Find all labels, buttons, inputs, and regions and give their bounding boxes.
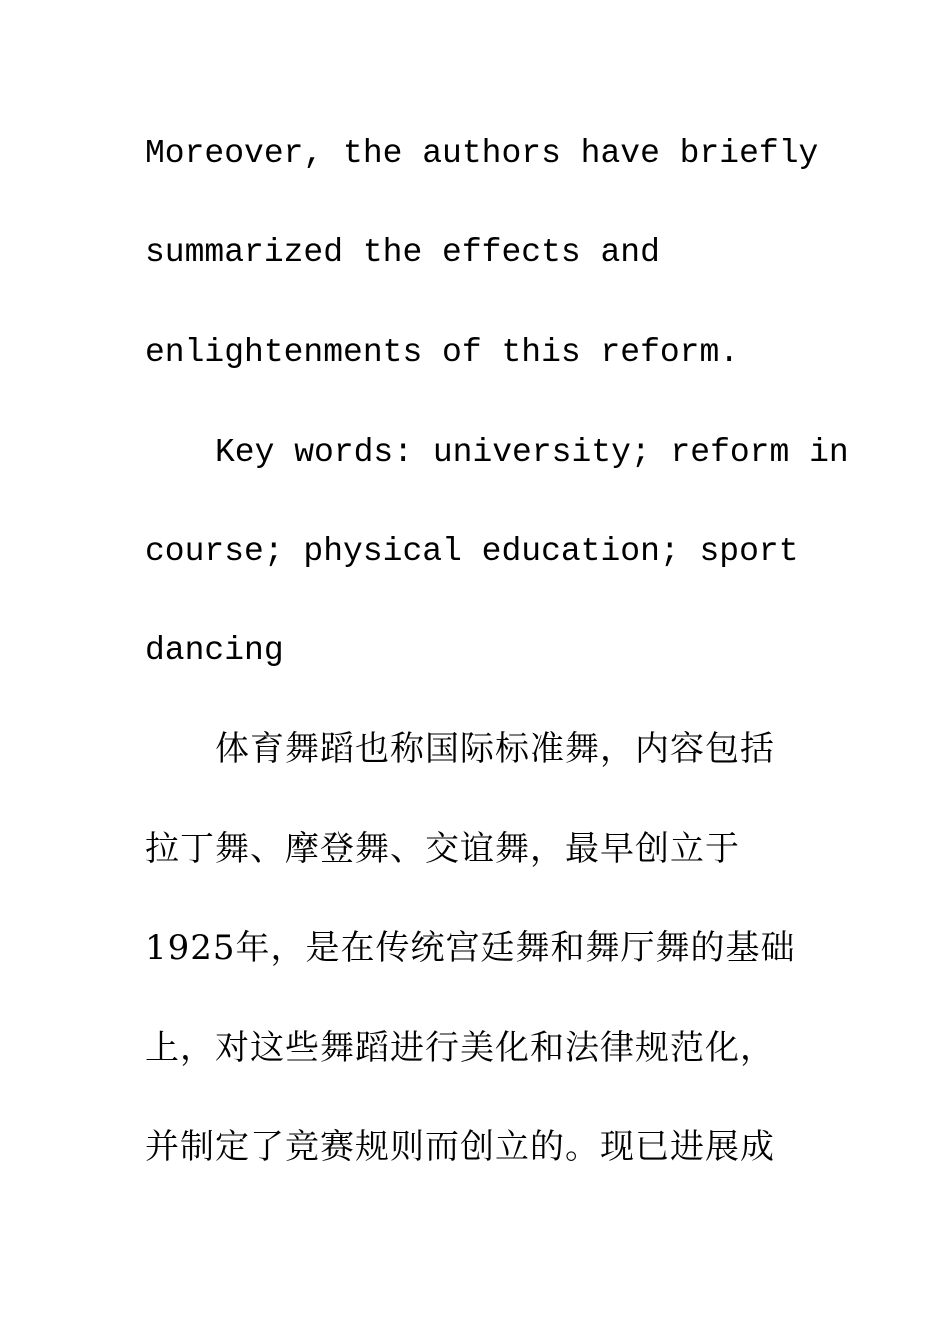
body-paragraph-line-3: 1925年，是在传统宫廷舞和舞厅舞的基础 xyxy=(145,928,796,968)
body-paragraph-line-4: 上，对这些舞蹈进行美化和法律规范化， xyxy=(145,1028,775,1068)
body-paragraph-line-5: 并制定了竞赛规则而创立的。现已进展成 xyxy=(145,1127,775,1167)
abstract-line-1: Moreover, the authors have briefly xyxy=(145,135,819,172)
body-paragraph-line-1: 体育舞蹈也称国际标准舞，内容包括 xyxy=(215,729,775,769)
keywords-line-3: dancing xyxy=(145,632,284,669)
keywords-line-2: course; physical education; sport xyxy=(145,533,799,570)
body-paragraph-line-2: 拉丁舞、摩登舞、交谊舞，最早创立于 xyxy=(145,829,740,869)
keywords-line-1: Key words: university; reform in xyxy=(215,434,849,471)
abstract-line-3: enlightenments of this reform. xyxy=(145,334,740,371)
abstract-line-2: summarized the effects and xyxy=(145,234,660,271)
